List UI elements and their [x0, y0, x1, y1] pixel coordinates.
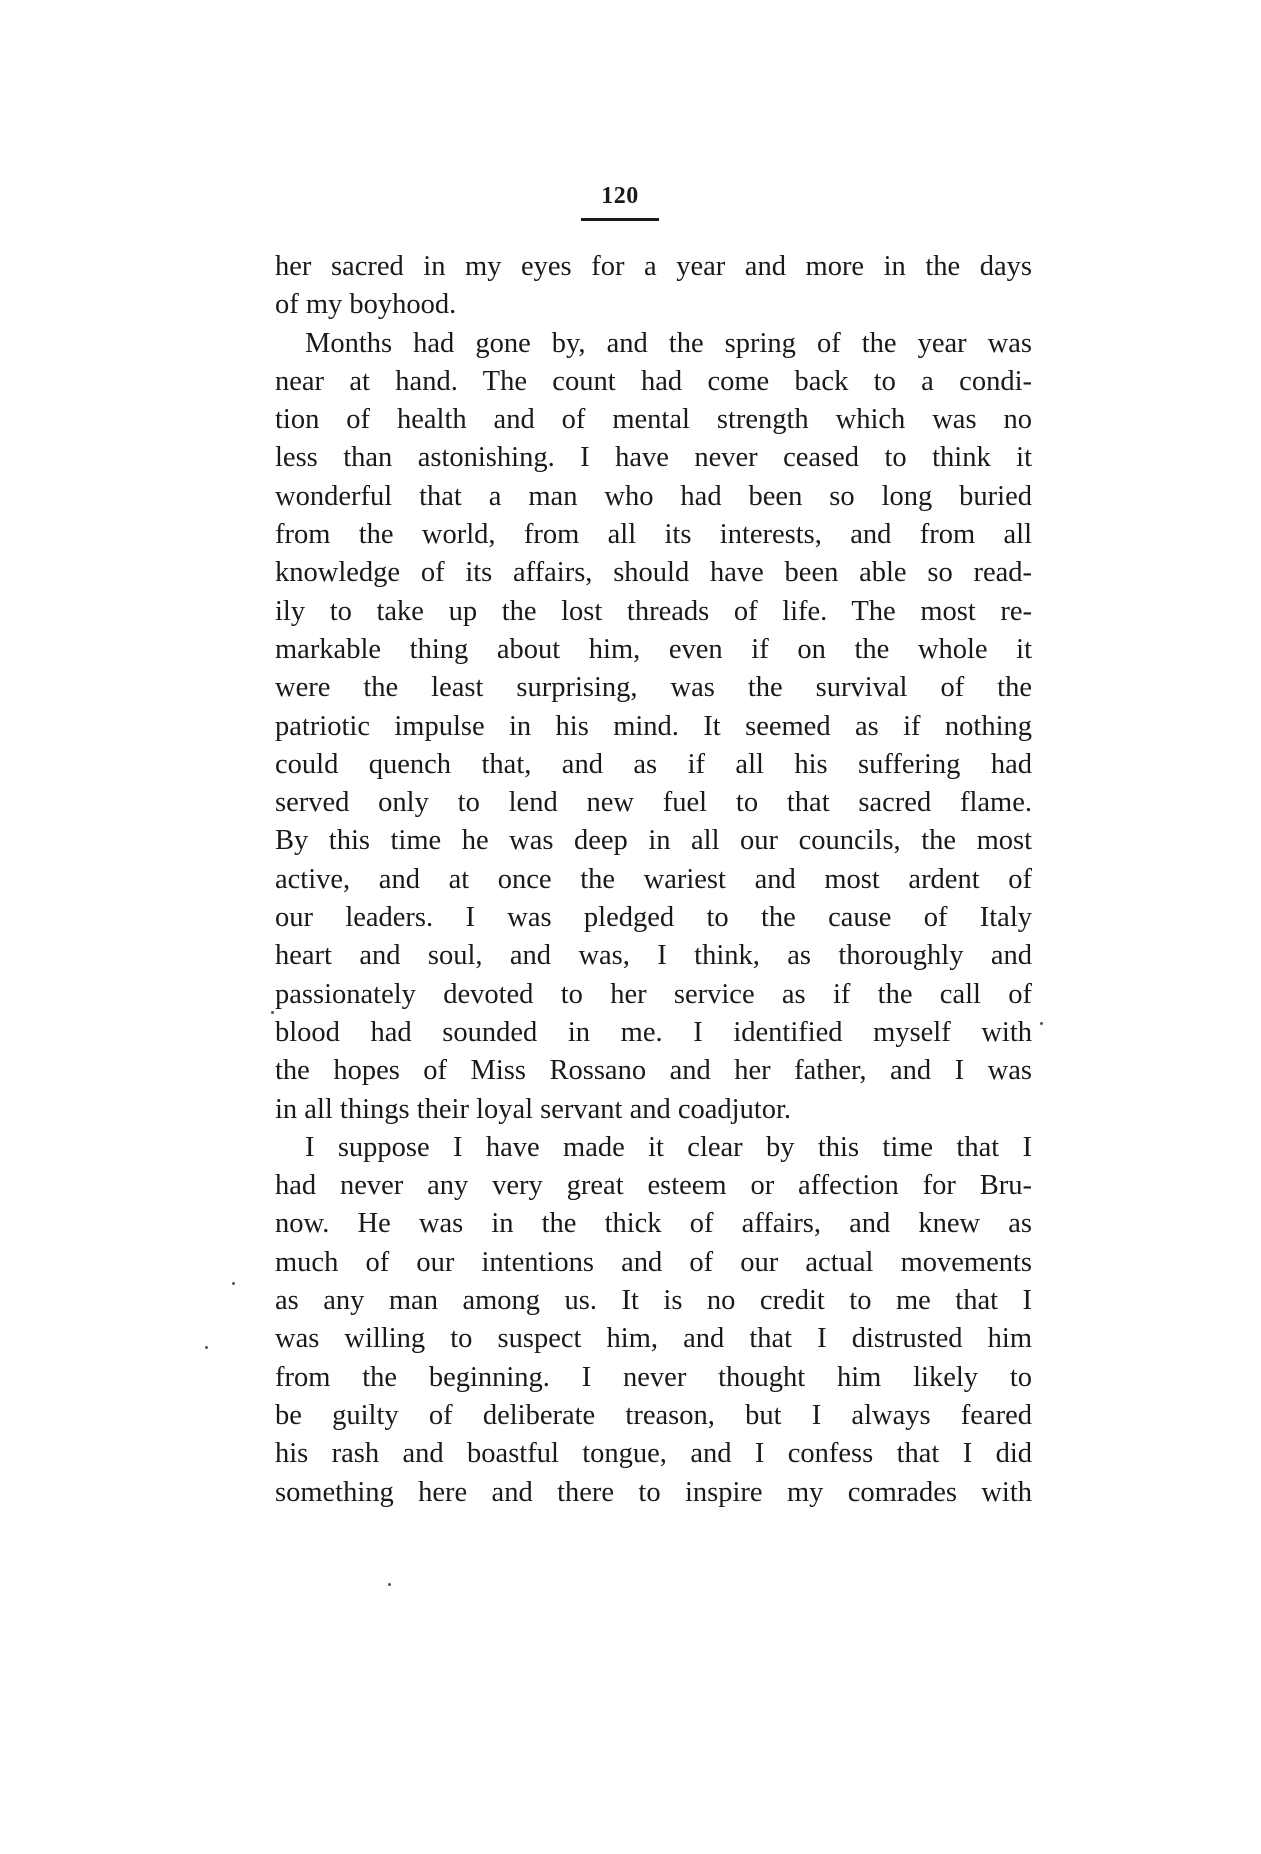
scan-speck: [232, 1282, 235, 1285]
text-line: wonderful that a man who had been so long buried: [275, 480, 1032, 512]
text-line: ily to take up the lost threads of life. The most re-: [275, 595, 1032, 627]
text-line: the hopes of Miss Rossano and her father, and I was: [275, 1055, 1032, 1087]
scan-speck: [388, 1583, 391, 1586]
text-line: was willing to suspect him, and that I distrusted him: [275, 1323, 1032, 1355]
text-line: of my boyhood.: [275, 289, 457, 321]
text-line: Months had gone by, and the spring of the year was: [305, 327, 1032, 359]
text-line: markable thing about him, even if on the whole it: [275, 633, 1032, 665]
text-line: from the beginning. I never thought him likely to: [275, 1361, 1032, 1393]
text-line: much of our intentions and of our actual movements: [275, 1246, 1032, 1278]
scan-speck: [205, 1346, 208, 1349]
body-text: [275, 248, 1032, 1512]
text-line: be guilty of deliberate treason, but I always feared: [275, 1399, 1032, 1431]
text-line: now. He was in the thick of affairs, and knew as: [275, 1208, 1032, 1240]
text-line: knowledge of its affairs, should have been able so read-: [275, 557, 1032, 589]
text-line: in all things their loyal servant and coadjutor.: [275, 1093, 792, 1125]
text-line: had never any very great esteem or affection for Bru-: [275, 1170, 1032, 1202]
text-line: heart and soul, and was, I think, as thoroughly and: [275, 940, 1032, 972]
text-line: patriotic impulse in his mind. It seemed as if nothing: [275, 710, 1032, 742]
text-line: less than astonishing. I have never ceased to think it: [275, 442, 1032, 474]
text-line: our leaders. I was pledged to the cause of Italy: [275, 902, 1032, 934]
text-line: from the world, from all its interests, and from all: [275, 519, 1032, 551]
text-line: By this time he was deep in all our councils, the most: [275, 825, 1032, 857]
text-line: something here and there to inspire my comrades with: [275, 1476, 1032, 1508]
text-line: were the least surprising, was the survival of the: [275, 672, 1032, 704]
text-line: I suppose I have made it clear by this time that I: [305, 1131, 1032, 1163]
text-line: his rash and boastful tongue, and I confess that I did: [275, 1438, 1032, 1470]
scan-speck: [1040, 1022, 1043, 1025]
text-line: passionately devoted to her service as if the call of: [275, 978, 1032, 1010]
text-line: tion of health and of mental strength which was no: [275, 404, 1032, 436]
text-line: near at hand. The count had come back to a condi-: [275, 365, 1032, 397]
text-line: could quench that, and as if all his suffering had: [275, 748, 1032, 780]
scan-speck: [271, 1011, 274, 1014]
page-number: 120: [601, 183, 639, 209]
text-line: blood had sounded in me. I identified myself with: [275, 1016, 1032, 1048]
text-line: served only to lend new fuel to that sacred flame.: [275, 787, 1032, 819]
text-line: active, and at once the wariest and most ardent of: [275, 863, 1032, 895]
page-number-rule: [581, 218, 659, 221]
text-line: her sacred in my eyes for a year and more in the days: [275, 251, 1032, 282]
text-line: as any man among us. It is no credit to me that I: [275, 1285, 1032, 1317]
